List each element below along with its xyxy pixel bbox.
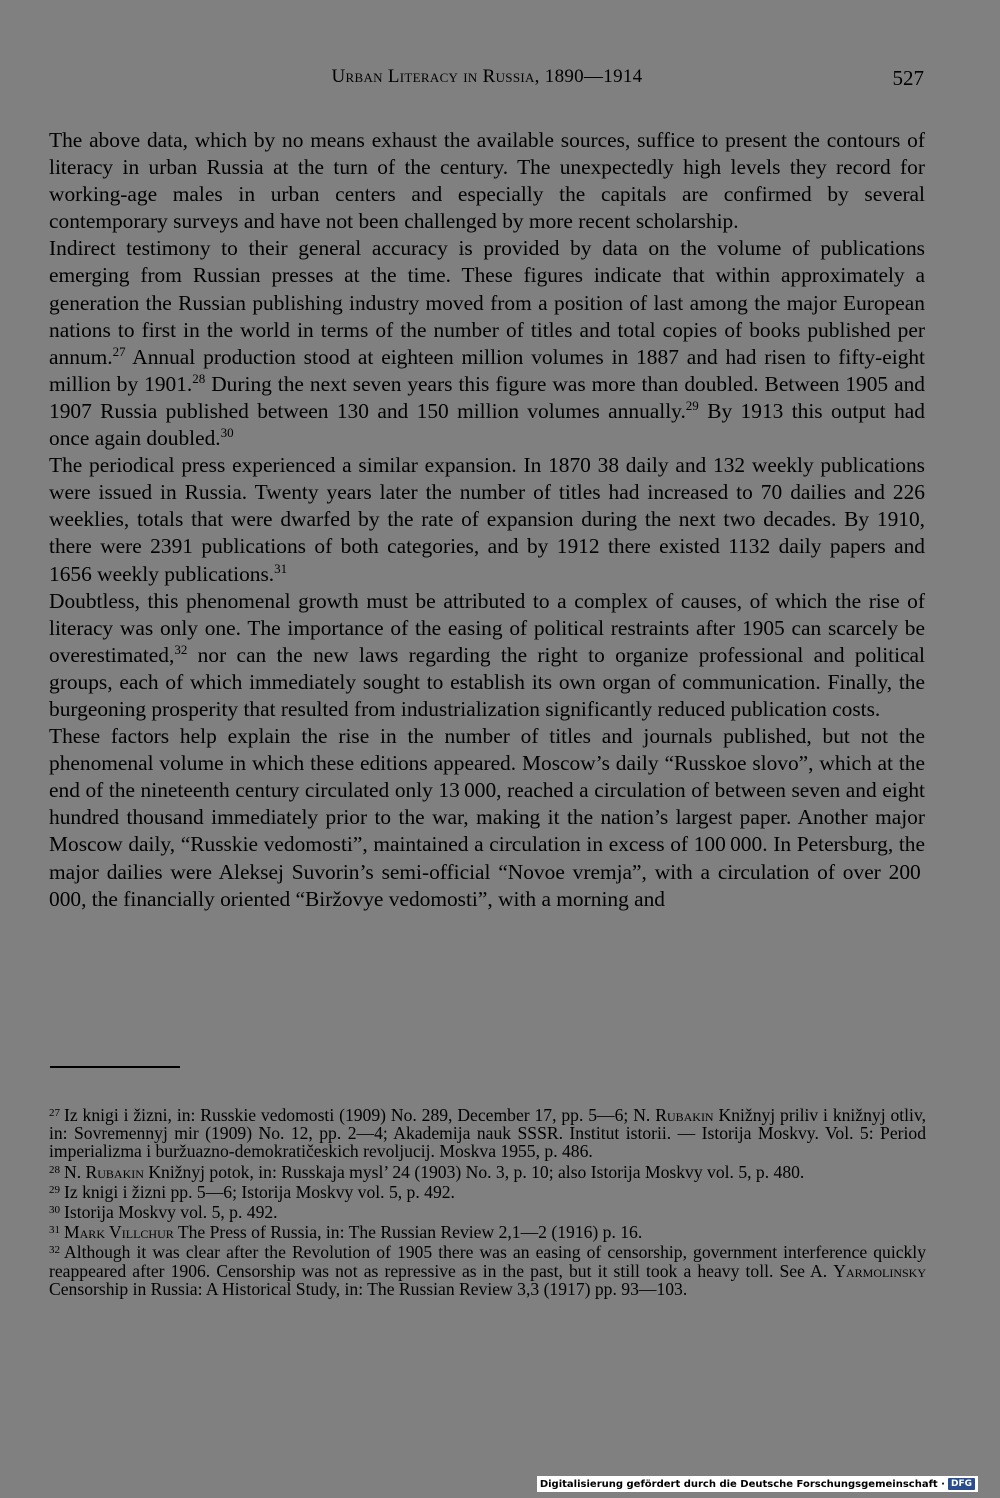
footnote-text: The Press of Russia, in: The Russian Review 2,1—2 (1916) p. 16. (173, 1222, 643, 1243)
paragraph-2-text-c: During the next seven years this figure was more than doubled. Between 1905 and 1907 Russia published between 130 and 150 million volumes annually. (49, 371, 925, 423)
footnote-text: Knižnyj priliv i knižnyj otliv, in: Sovremennyj mir (1909) No. 12, pp. 2—4; Akademija nauk SSSR. Institut istorii. — Istorija Moskvy. Vol. 5: Period imperializma i buržuazno-demokratičeskich revoljucij. Moskva 1955, p. 486. (49, 1105, 926, 1162)
paragraph-1: The above data, which by no means exhaust the available sources, suffice to present the contours of literacy in urban Russia at the turn of the century. The unexpectedly high levels they record for working-age males in urban centers and especially the capitals are confirmed by several contemporary surveys and have not been challenged by more recent scholarship. (49, 128, 925, 234)
footnote-mark: 28 (49, 1163, 60, 1176)
footnote-ref-28: 28 (192, 370, 206, 386)
paragraph-4 (49, 588, 925, 723)
paragraph-2 (49, 235, 925, 452)
footnote-ref-31: 31 (274, 560, 288, 576)
footnote-text: Although it was clear after the Revolution of 1905 there was an easing of censorship, government interference quickly reappeared after 1906. Censorship was not as repressive as in the past, but it still took a heavy toll. See A. (49, 1242, 926, 1281)
footnote-ref-29: 29 (685, 397, 699, 413)
footnote-text: N. (64, 1161, 86, 1182)
footnote-text: Knižnyj potok, in: Russkaja mysl’ 24 (1903) No. 3, p. 10; also Istorija Moskvy vol. 5, p. 480. (143, 1161, 805, 1182)
footnote-mark: 32 (49, 1244, 60, 1257)
footnote-30 (49, 1201, 926, 1221)
footnote-32 (49, 1241, 926, 1298)
paragraph-4-text-a: Doubtless, this phenomenal growth must be attributed to a complex of causes, of which the rise of literacy was only one. The importance of the easing of political restraints after 1905 can scarcely be overestimated, (49, 588, 925, 667)
footnote-text: Istorija Moskvy vol. 5, p. 492. (64, 1202, 278, 1223)
paragraph-3-text-a: The periodical press experienced a similar expansion. In 1870 38 daily and 132 weekly publications were issued in Russia. Twenty years later the number of titles had increased to 70 dailies and 226 weeklies, totals that were dwarfed by the rate of expansion during the next two decades. By 1910, there were 2391 publications of both categories, and by 1912 there existed 1132 daily papers and 1656 weekly publications. (49, 453, 925, 586)
footnotes (49, 1104, 926, 1298)
paragraph-2-text-d: By 1913 this output had once again doubled. (49, 398, 925, 451)
paragraph-4-text-b: nor can the new laws regarding the right to organize professional and political groups, each of which immediately sought to establish its own organ of communication. Finally, the burgeoning prosperity that resulted from industrialization significantly reduced publication costs. (49, 642, 925, 721)
paragraph-2-text-b: Annual production stood at eighteen million volumes in 1887 and had risen to fifty-eight million by 1901. (49, 344, 925, 396)
footnote-mark: 29 (49, 1183, 60, 1196)
footnote-ref-27: 27 (112, 343, 126, 359)
footnote-author: Yarmolinsky (833, 1260, 926, 1281)
paragraph-3 (49, 452, 925, 587)
footnote-mark: 27 (49, 1107, 60, 1119)
footnote-31 (49, 1221, 926, 1241)
paragraph-5: These factors help explain the rise in the number of titles and journals published, but not the phenomenal volume in which these editions appeared. Moscow’s daily “Russkoe slovo”, which at the end of the nineteenth century circulated only 13 000, reached a circulation of between seven and eight hundred thousand immediately prior to the war, making it the nation’s largest paper. Another major Moscow daily, “Russkie vedomosti”, maintained a circulation in excess of 100 000. In Petersburg, the major dailies were Aleksej Suvorin’s semi-official “Novoe vremja”, with a circulation of over 200 000, the financially oriented “Biržovye vedomosti”, with a morning and (49, 724, 925, 911)
main-text (49, 127, 925, 913)
running-title: Urban Literacy in Russia, 1890—1914 (331, 66, 643, 87)
footnote-text: Censorship in Russia: A Historical Study, in: The Russian Review 3,3 (1917) pp. 93—103. (49, 1278, 688, 1299)
dfg-logo: DFG (948, 1478, 975, 1490)
footnote-author: Mark Villchur (64, 1222, 174, 1243)
footnote-ref-32: 32 (174, 641, 188, 657)
footnote-author: Rubakin (85, 1161, 144, 1182)
footnote-text: Iz knigi i žizni pp. 5—6; Istorija Moskvy vol. 5, p. 492. (64, 1181, 455, 1202)
footnote-mark: 31 (49, 1224, 60, 1237)
footnote-author: Rubakin (655, 1105, 714, 1125)
footnote-29 (49, 1181, 926, 1201)
page-number: 527 (892, 66, 924, 90)
digitization-credit (537, 1476, 978, 1492)
digitization-credit-text: Digitalisierung gefördert durch die Deutsche Forschungsgemeinschaft · (539, 1478, 945, 1490)
footnote-mark: 30 (49, 1204, 60, 1217)
footnote-ref-30: 30 (220, 425, 234, 441)
footnote-divider (50, 1066, 180, 1068)
running-header (50, 66, 924, 96)
footnote-text: Iz knigi i žizni, in: Russkie vedomosti (1909) No. 289, December 17, pp. 5—6; N. (64, 1105, 656, 1125)
footnote-27 (49, 1104, 926, 1161)
footnote-28 (49, 1161, 926, 1181)
paragraph-2-text-a: Indirect testimony to their general accuracy is provided by data on the volume of publications emerging from Russian presses at the time. These figures indicate that within approximately a generation the Russian publishing industry moved from a position of last among the major European nations to first in the world in terms of the number of titles and total copies of books published per annum. (49, 236, 925, 369)
